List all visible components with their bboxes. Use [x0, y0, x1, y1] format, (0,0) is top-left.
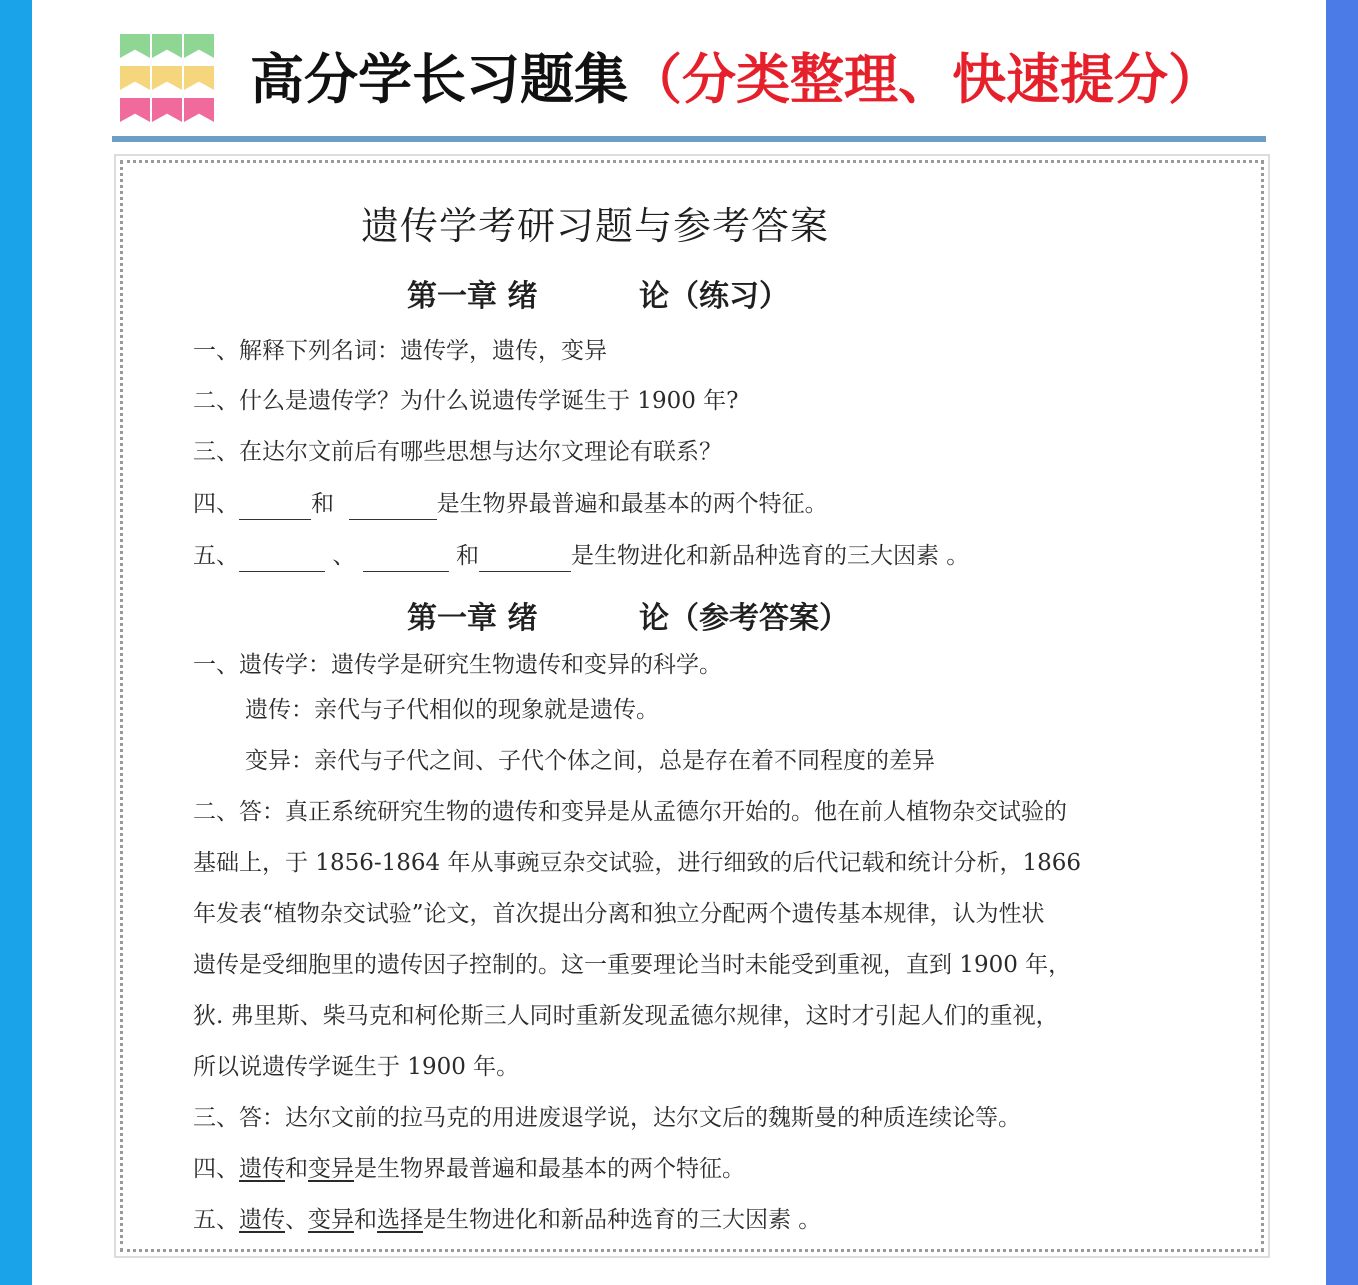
- answer-2-line: 狄. 弗里斯、柴马克和柯伦斯三人同时重新发现孟德尔规律，这时才引起人们的重视，: [193, 1003, 1059, 1029]
- answer-blank: [239, 493, 311, 520]
- answer-2-line: 二、答：真正系统研究生物的遗传和变异是从孟德尔开始的。他在前人植物杂交试验的: [193, 799, 1067, 825]
- answer-blank: [479, 545, 571, 572]
- q4-suffix: 是生物界最普遍和最基本的两个特征。: [436, 491, 828, 517]
- scanned-document: [120, 160, 1264, 1252]
- answer-blank: [363, 545, 449, 572]
- q5-suffix: 是生物进化和新品种选育的三大因素 。: [570, 543, 970, 569]
- question-2: 二、什么是遗传学？为什么说遗传学诞生于 1900 年?: [193, 388, 739, 414]
- header-divider: [112, 136, 1266, 142]
- header-subtitle: （分类整理、快速提分）: [628, 48, 1222, 111]
- question-1: 一、解释下列名词：遗传学，遗传，变异: [193, 338, 607, 364]
- a4-prefix: 四、: [193, 1156, 239, 1182]
- right-side-bar: [1326, 0, 1358, 1285]
- underlined-answer: 选择: [377, 1207, 423, 1233]
- a5-and: 和: [354, 1207, 377, 1233]
- answer-1-line: 变异：亲代与子代之间、子代个体之间，总是存在着不同程度的差异: [245, 748, 935, 774]
- underlined-answer: 遗传: [239, 1207, 285, 1233]
- document-title: 遗传学考研习题与参考答案: [361, 204, 830, 248]
- question-4: [193, 488, 828, 520]
- question-5: [193, 540, 969, 572]
- a4-suffix: 是生物界最普遍和最基本的两个特征。: [354, 1156, 745, 1182]
- underlined-answer: 变异: [308, 1156, 354, 1182]
- a5-prefix: 五、: [193, 1207, 239, 1233]
- answer-3: 三、答：达尔文前的拉马克的用进废退学说，达尔文后的魏斯曼的种质连续论等。: [193, 1105, 1021, 1131]
- q5-and: 和: [455, 543, 479, 569]
- underlined-answer: 变异: [308, 1207, 354, 1233]
- q5-sep: 、: [332, 543, 356, 569]
- chapter-heading-part: 第一章 绪: [407, 601, 538, 636]
- chapter-heading-part: 第一章 绪: [407, 279, 538, 314]
- left-side-bar: [0, 0, 32, 1285]
- answer-5: [193, 1204, 821, 1236]
- bunting-flags-icon: [120, 34, 220, 126]
- chapter-heading-part: 论（参考答案）: [639, 601, 849, 636]
- chapter-heading-part: 论（练习）: [639, 279, 789, 314]
- a5-sep: 、: [285, 1207, 308, 1233]
- underlined-answer: 遗传: [239, 1156, 285, 1182]
- page-title: [250, 40, 1222, 120]
- answer-2-line: 所以说遗传学诞生于 1900 年。: [193, 1054, 520, 1080]
- answer-blank: [349, 493, 437, 520]
- answer-4: [193, 1153, 745, 1185]
- question-3: 三、在达尔文前后有哪些思想与达尔文理论有联系？: [193, 439, 722, 465]
- chapter-heading-answers: [407, 593, 1007, 636]
- answer-2-line: 年发表“植物杂交试验”论文，首次提出分离和独立分配两个遗传基本规律，认为性状: [193, 901, 1045, 927]
- chapter-heading-exercises: [407, 271, 1007, 314]
- a4-and: 和: [285, 1156, 308, 1182]
- a5-suffix: 是生物进化和新品种选育的三大因素 。: [423, 1207, 822, 1233]
- answer-2-line: 遗传是受细胞里的遗传因子控制的。这一重要理论当时未能受到重视，直到 1900 年，: [193, 952, 1072, 978]
- answer-1-line: 遗传：亲代与子代相似的现象就是遗传。: [245, 697, 659, 723]
- header-title-text: 高分学长习题集: [250, 48, 628, 111]
- q4-prefix: 四、: [193, 491, 239, 517]
- answer-blank: [239, 545, 325, 572]
- answer-1-line: 一、遗传学：遗传学是研究生物遗传和变异的科学。: [193, 652, 722, 678]
- answer-2-line: 基础上，于 1856-1864 年从事豌豆杂交试验，进行细致的后代记载和统计分析，1866: [193, 850, 1081, 876]
- q4-and: 和: [311, 491, 334, 517]
- q5-prefix: 五、: [193, 543, 239, 569]
